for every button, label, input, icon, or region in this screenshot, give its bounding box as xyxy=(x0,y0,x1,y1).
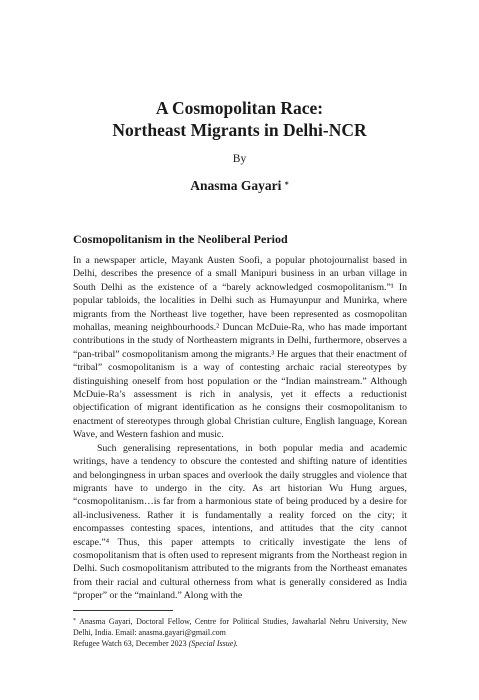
section-heading: Cosmopolitanism in the Neoliberal Period xyxy=(73,232,288,246)
author-name xyxy=(0,178,479,194)
author-footnote-mark: * xyxy=(284,180,289,189)
journal-issue: (Special Issue). xyxy=(188,639,238,648)
paragraph-1: In a newspaper article, Mayank Austen Soofi, a popular photojournalist based in Delhi, describes the presence of a small Manipuri business in an urban village in South Delhi as the existence of a “barely acknowledged cosmopolitanism.”¹ In popular tabloids, the localities in Delhi such as Humayunpur and Munirka, where migrants from the Northeast live together, have been represented as cosmopolitan mohallas, meaning neighbourhoods.² Duncan McDuie-Ra, who has made important contributions in the study of Northeastern migrants in Delhi, furthermore, observes a “pan-tribal” cosmopolitanism among the migrants.³ He argues that their enactment of “tribal” cosmopolitanism is a way of contesting archaic racial stereotypes by distinguishing oneself from host population or the “Indian mainstream.” Although McDuie-Ra’s assessment is rich in analysis, yet it effects a reductionist objectification of migrant identification as he consigns their cosmopolitanism to enactment of stereotypes through global Christian culture, English language, Korean Wave, and Western fashion and music. xyxy=(73,255,407,441)
journal-citation xyxy=(73,638,407,649)
author-name-text: Anasma Gayari xyxy=(190,178,282,193)
body-text xyxy=(73,254,407,603)
footnote xyxy=(73,616,407,649)
paragraph-2: Such generalising representations, in both popular media and academic writings, have a tendency to obscure the contested and shifting nature of identities and belongingness in urban spaces and overlook the daily struggles and violence that migrants have to undergo in the city. As art historian Wu Hung argues, “cosmopolitanism…is far from a harmonious state of being produced by a desire for all-inclusiveness. Rather it is fundamentally a reality forced on the city; it encompasses contesting spaces, intentions, and attitudes that the city cannot escape.”⁴ Thus, this paper attempts to critically investigate the lens of cosmopolitanism that is often used to represent migrants from the Northeast region in Delhi. Such cosmopolitanism attributed to the migrants from the Northeast emanates from their racial and cultural otherness from what is generally considered as India “proper” or the “mainland.” Along with the xyxy=(73,442,407,602)
paper-title-line-1: A Cosmopolitan Race: xyxy=(155,98,324,118)
paper-title-line-2: Northeast Migrants in Delhi-NCR xyxy=(112,120,367,140)
journal-line: Refugee Watch 63, December 2023 xyxy=(73,639,187,648)
footnote-text: Anasma Gayari, Doctoral Fellow, Centre for Political Studies, Jawaharlal Nehru University, New Delhi, India. Email: anasma.gayari@gmail.com xyxy=(73,617,407,637)
footnote-mark: * xyxy=(73,618,76,624)
byline-label: By xyxy=(232,153,247,165)
footnote-rule xyxy=(73,610,173,611)
footnote-entry xyxy=(73,616,407,638)
